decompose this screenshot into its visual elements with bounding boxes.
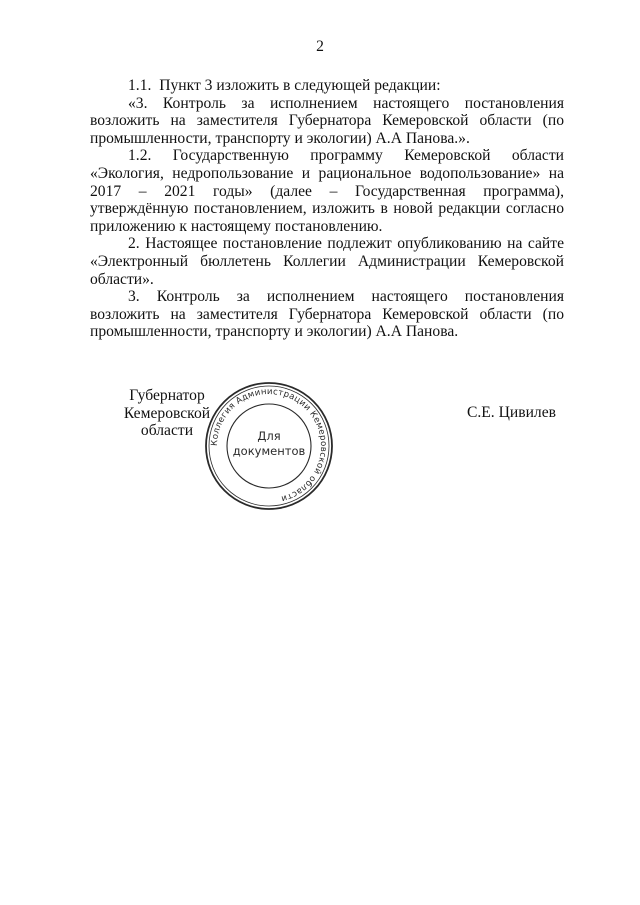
paragraph-1-2: 1.2. Государственную программу Кемеровской области «Экология, недропользование и рациональное водопользование» на 2017 – 2021 годы» (далее – Государственная программа), утверждённую постановлением, изложить в новой редакции согласно приложению к настоящему постановлению.	[90, 147, 564, 235]
stamp-center-line2: документов	[232, 444, 306, 458]
stamp-ring-text: Коллегия Администрации Кемеровской области	[209, 386, 329, 504]
document-body	[90, 77, 564, 341]
stamp-seal-icon	[203, 380, 335, 512]
paragraph-2: 2. Настоящее постановление подлежит опубликованию на сайте «Электронный бюллетень Коллегии Администрации Кемеровской области».	[90, 235, 564, 288]
stamp-center-line1: Для	[257, 429, 281, 443]
paragraph-3: 3. Контроль за исполнением настоящего постановления возложить на заместителя Губернатора Кемеровской области (по промышленности, транспорту и экологии) А.А Панова.	[90, 288, 564, 341]
signatory-title-line2: Кемеровской области	[123, 404, 211, 440]
signatory-title-line1: Губернатор	[129, 387, 205, 404]
paragraph-1-1: 1.1. Пункт 3 изложить в следующей редакции:	[128, 77, 441, 94]
page-number: 2	[316, 38, 324, 55]
paragraph-quote-3: «3. Контроль за исполнением настоящего постановления возложить на заместителя Губернатора Кемеровской области (по промышленности, транспорту и экологии) А.А Панова.».	[90, 94, 564, 147]
signatory-name: С.Е. Цивилев	[466, 404, 556, 421]
official-stamp	[203, 380, 335, 512]
